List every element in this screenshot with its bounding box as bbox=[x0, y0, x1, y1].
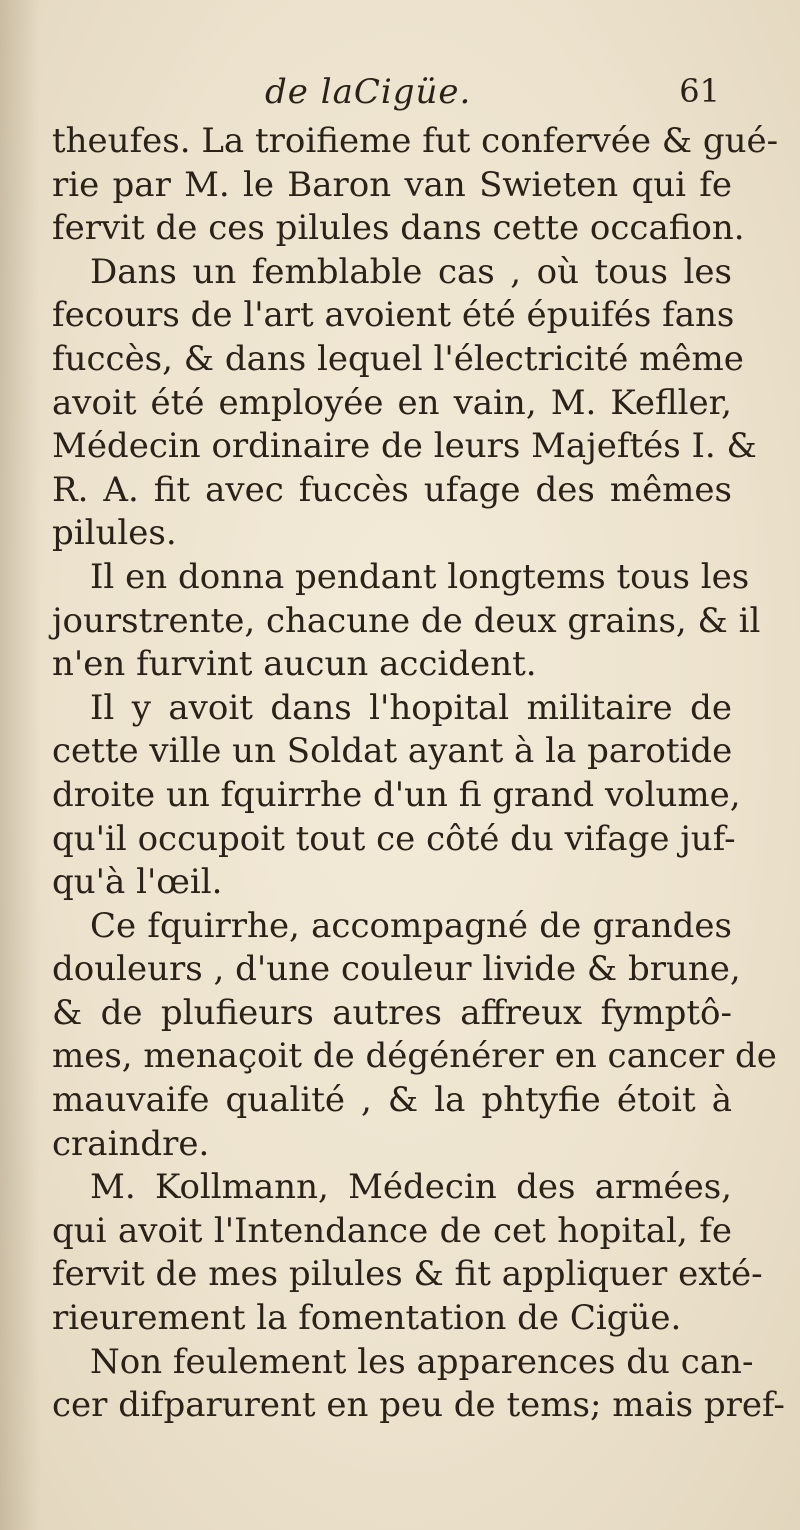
text-line: Il y avoit dans l'hopital militaire de bbox=[90, 687, 732, 728]
text-line: pilules. bbox=[52, 513, 177, 554]
text-line: fuccès, & dans lequel l'électricité même bbox=[52, 338, 744, 379]
text-line: droite un fquirrhe d'un fi grand volume, bbox=[52, 774, 741, 815]
text-line: M. Kollmann, Médecin des armées, bbox=[90, 1167, 732, 1208]
text-line: avoit été employée en vain, M. Kefller, bbox=[52, 382, 732, 423]
text-line: qui avoit l'Intendance de cet hopital, fe bbox=[52, 1210, 732, 1251]
text-line: & de plufieurs autres affreux fymptô- bbox=[52, 992, 732, 1033]
text-line: douleurs , d'une couleur livide & brune, bbox=[52, 949, 741, 990]
text-line: fervit de ces pilules dans cette occafion. bbox=[52, 208, 745, 249]
text-line: mauvaife qualité , & la phtyfie étoit à bbox=[52, 1080, 732, 1121]
text-line: Médecin ordinaire de leurs Majeftés I. & bbox=[52, 426, 757, 467]
text-line: qu'il occupoit tout ce côté du vifage juf- bbox=[52, 818, 736, 859]
text-line: Il en donna pendant longtems tous les bbox=[90, 556, 750, 597]
text-line: mes, menaçoit de dégénérer en cancer de bbox=[52, 1036, 777, 1077]
text-line: cer difparurent en peu de tems; mais pref- bbox=[52, 1385, 785, 1426]
text-line: Dans un femblable cas , où tous les bbox=[90, 251, 732, 292]
running-head: de laCigüe. bbox=[265, 72, 472, 112]
text-line: fervit de mes pilules & fit appliquer exté- bbox=[52, 1254, 763, 1295]
text-line: Non feulement les apparences du can- bbox=[90, 1341, 754, 1382]
text-line: jourstrente, chacune de deux grains, & il bbox=[52, 600, 761, 641]
body-text bbox=[52, 120, 785, 1428]
text-line: cette ville un Soldat ayant à la parotide bbox=[52, 731, 733, 772]
text-line: rieurement la fomentation de Cigüe. bbox=[52, 1298, 682, 1339]
text-line: fecours de l'art avoient été épuifés fans bbox=[52, 295, 735, 336]
text-line: R. A. fit avec fuccès ufage des mêmes bbox=[52, 469, 732, 510]
text-line: craindre. bbox=[52, 1123, 210, 1164]
text-line: n'en furvint aucun accident. bbox=[52, 644, 537, 685]
text-line: rie par M. le Baron van Swieten qui fe bbox=[52, 164, 732, 205]
text-line: qu'à l'œil. bbox=[52, 862, 223, 903]
page-header bbox=[60, 72, 720, 112]
page-edge-shadow bbox=[0, 0, 40, 1530]
page-number: 61 bbox=[679, 72, 720, 110]
text-line: Ce fquirrhe, accompagné de grandes bbox=[90, 905, 732, 946]
text-line: theufes. La troifieme fut confervée & gué- bbox=[52, 121, 779, 161]
